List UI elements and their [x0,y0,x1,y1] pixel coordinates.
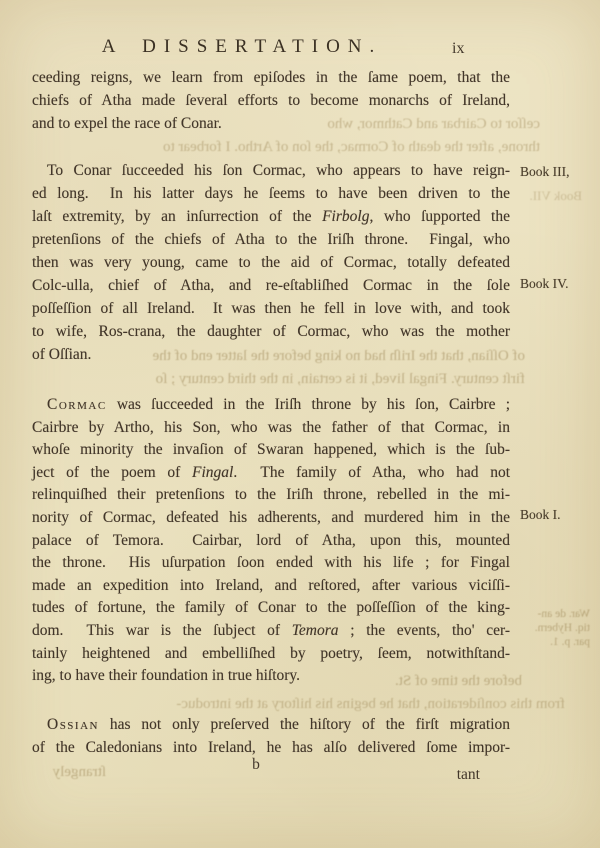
text-line [32,228,510,251]
text-line [32,484,510,507]
text-line [32,343,510,366]
body-text-segment: of Oſſian. [32,346,92,363]
paragraph-3 [32,394,510,688]
body-text-segment: tudes of fortune, the family of Conar to the poſſeſſion of the king- [32,599,510,617]
text-line [32,575,510,598]
body-text-segment: Cairbre by Artho, his Son, who was the father of that Cormac, in [32,418,510,436]
body-text-segment: . The family of Atha, who had not [233,463,510,481]
text-line [32,530,510,553]
body-text-segment: ceeding reigns, we learn from epiſodes in the ſame poem, that the [32,69,510,86]
text-line [32,552,510,575]
bleedthrough-text: from this conſideration, that he begins his hiſtory at the introduc- [176,696,565,712]
smallcaps-text: Cormac [47,396,107,413]
body-text-segment: laſt extremity, by an inſurrection of the [32,208,323,225]
bleedthrough-text: firſt century. Fingal lived, it is certain, in the third century ; ſo [155,371,525,387]
text-line [32,251,510,274]
bleedthrough-margin-note: tiq. Hybern. [534,622,590,634]
body-text-segment: ed long. In his latter days he ſeems to have been driven to the [32,185,510,202]
body-text-segment: To Conar ſucceeded his ſon Cormac, who appears to have reign- [47,162,510,179]
text-line [32,620,510,643]
text-line [32,89,510,112]
margin-note-book-iii: Book III, [520,164,570,179]
body-text-segment: was ſucceeded in the Iriſh throne by his ſon, Cairbre ; [106,396,510,413]
text-line [32,417,510,440]
margin-note-book-i: Book I. [520,507,561,522]
body-text [32,0,510,848]
text-line [32,320,510,343]
body-text-segment: then was very young, came to the aid of Cormac, totally defeated [32,254,510,271]
paragraph-1 [32,66,510,135]
body-text-segment: to wife, Ros-crana, the daughter of Cormac, who was the mother [32,323,510,340]
body-text-segment: the throne. His uſurpation ſoon ended with his life ; for Fingal [32,554,510,572]
body-text-segment: and to expel the race of Conar. [32,115,222,132]
text-line [32,394,510,417]
body-text-segment: ject of the poem of [32,463,193,481]
body-text-segment: nority of Cormac, defeated his adherents, and murdered him in the [32,508,510,526]
body-text-segment: palace of Temora. Cairbar, lord of Atha, upon this, mounted [32,531,510,549]
bleedthrough-text: ſtrangely [52,764,106,780]
text-line [32,462,510,485]
body-text-segment: has not only preſerved the hiſtory of the firſt migration [98,716,510,733]
text-line [32,112,510,135]
text-line [32,297,510,320]
signature-mark: b [252,756,260,773]
text-line [32,159,510,182]
italic-text: Temora [291,621,339,639]
body-text-segment: made an expedition into Ireland, and reſtored, after various viciſſi- [32,576,510,594]
italic-text: Firbolg [322,208,370,225]
smallcaps-text: Ossian [47,716,99,733]
body-text-segment: whoſe minority the invaſion of Swaran happened, which is the ſub- [32,441,510,459]
body-text-segment: chiefs of Atha made ſeveral efforts to become monarchs of Ireland, [32,92,510,109]
body-text-segment: pretenſions of the chiefs of Atha to the Iriſh throne. Fingal, who [32,231,510,248]
bleedthrough-text: ceſſor to Cairbar and Cathmor, who [327,116,540,132]
bleedthrough-text: of Oſſian, that the Iriſh had no king before the latter end of the [152,348,525,364]
body-text-segment: Colc-ulla, chief of Atha, and re-eſtabliſhed Cormac in the ſole [32,277,510,294]
running-title: A DISSERTATION. [101,36,383,57]
text-line [32,66,510,89]
body-text-segment: ing, to have their foundation in true hiſtory. [32,667,301,685]
paragraph-2 [32,159,510,366]
text-line [32,665,510,688]
body-text-segment: ; the events, tho' cer- [338,621,510,639]
italic-text: Fingal [192,463,234,481]
catchword: tant [456,766,480,783]
body-text-segment: relinquiſhed their pretenſions to the Iriſh throne, rebelled in the mi- [32,486,510,504]
body-text-segment: tainly heightened and embelliſhed by poetry, ſeem, notwithſtand- [32,644,510,662]
body-text-segment: dom. This war is the ſubject of [32,621,292,639]
paragraph-4 [32,713,510,759]
margin-note-book-iv: Book IV. [520,276,569,291]
text-line [32,205,510,228]
bleedthrough-margin-note: par. p. 1. [550,636,590,648]
text-line [32,274,510,297]
bleedthrough-margin-note: Book VII. [529,188,582,203]
bleedthrough-margin-note: War. de an- [537,608,590,620]
text-line [32,713,510,736]
text-line [32,597,510,620]
text-line [32,507,510,530]
text-line [32,439,510,462]
bleedthrough-text: throne, after the death of Cormac, the ſon of Artho. I forbear to [163,139,540,155]
page-number: ix [452,40,465,57]
bleedthrough-text: before the time of St. [394,673,522,689]
body-text-segment: of the Caledonians into Ireland, he has alſo delivered ſome impor- [32,739,510,756]
body-text-segment: , who ſupported the [369,208,510,225]
body-text-segment: poſſeſſion of all Ireland. It was then he fell in love with, and took [32,300,510,317]
text-line [32,643,510,666]
text-line [32,182,510,205]
